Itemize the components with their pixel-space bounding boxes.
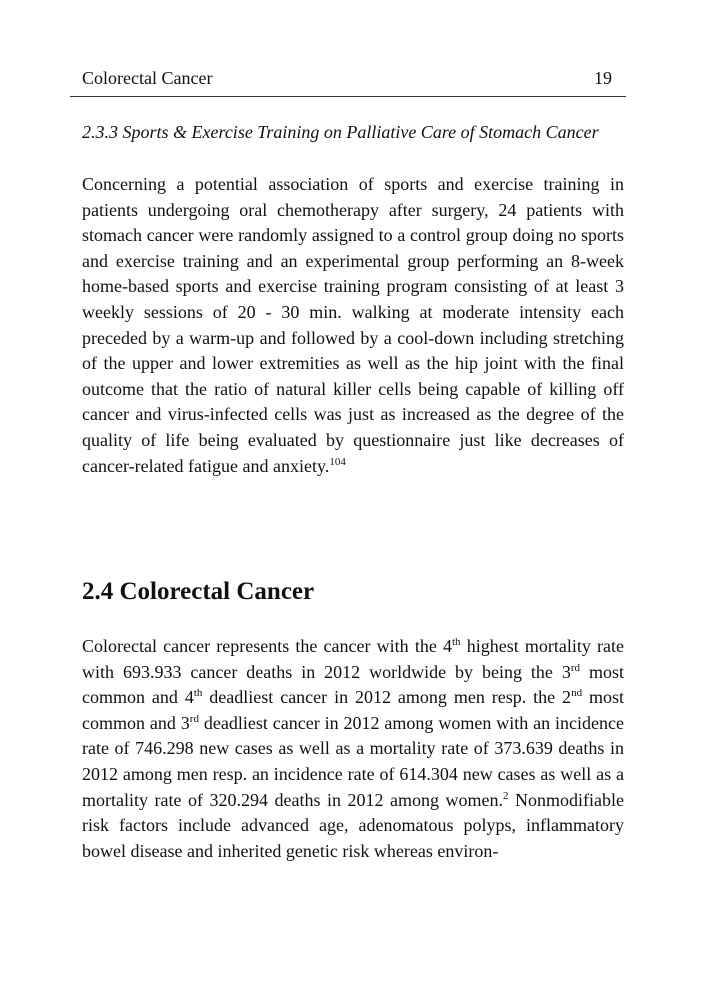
paragraph-text: deadliest cancer in 2012 among women with an incidence rate of 746.298 new cases as well as a mortality rate of 373.639 deaths in 2012 among men resp. an incidence rate of 614.304 new cases as well as a mortality rate of 320.294 deaths in 2012 among women. (82, 712, 624, 810)
ordinal-superscript: rd (570, 661, 581, 674)
body-paragraph-colorectal-cancer (82, 634, 624, 864)
subsection-heading: 2.3.3 Sports & Exercise Training on Palliative Care of Stomach Cancer (82, 122, 599, 142)
paragraph-text: most common and 4 (82, 661, 624, 708)
running-title: Colorectal Cancer (82, 68, 213, 88)
body-paragraph-stomach-cancer (82, 172, 624, 479)
paragraph-text: highest mortality rate with 693.933 cancer deaths in 2012 worldwide by being the 3 (82, 636, 624, 682)
paragraph-text: Colorectal cancer represents the cancer with the 4 (82, 636, 452, 656)
paragraph-text: Nonmodifiable risk factors include advanced age, adenomatous polyps, inflammatory bowel disease and inherited genetic risk whereas environ- (82, 789, 625, 861)
header-rule (70, 96, 626, 97)
ordinal-superscript: nd (571, 687, 583, 700)
ordinal-superscript: rd (189, 712, 199, 725)
paragraph-text: most common and 3 (82, 687, 624, 733)
page-number: 19 (594, 68, 612, 88)
ordinal-superscript: th (193, 687, 203, 700)
section-heading: 2.4 Colorectal Cancer (82, 578, 315, 605)
reference-superscript: 2 (503, 789, 509, 802)
reference-superscript: 104 (329, 455, 346, 468)
paragraph-text: Concerning a potential association of sports and exercise training in patients undergoing oral chemotherapy after surgery, 24 patients with stomach cancer were randomly assigned to a control group doing no sports and exercise training and an experimental group performing an 8-week home-based sports and exercise training program consisting of at least 3 weekly sessions of 20 - 30 min. walking at moderate intensity each preceded by a warm-up and followed by a cool-down including stretching of the upper and lower extremities as well as the hip joint with the final outcome that the ratio of natural killer cells being capable of killing off cancer and virus-infected cells was just as increased as the degree of the quality of life being evaluated by questionnaire just like decreases of cancer-related fatigue and anxiety. (82, 174, 624, 476)
paragraph-text: deadliest cancer in 2012 among men resp. the 2 (202, 687, 572, 708)
ordinal-superscript: th (451, 636, 461, 648)
